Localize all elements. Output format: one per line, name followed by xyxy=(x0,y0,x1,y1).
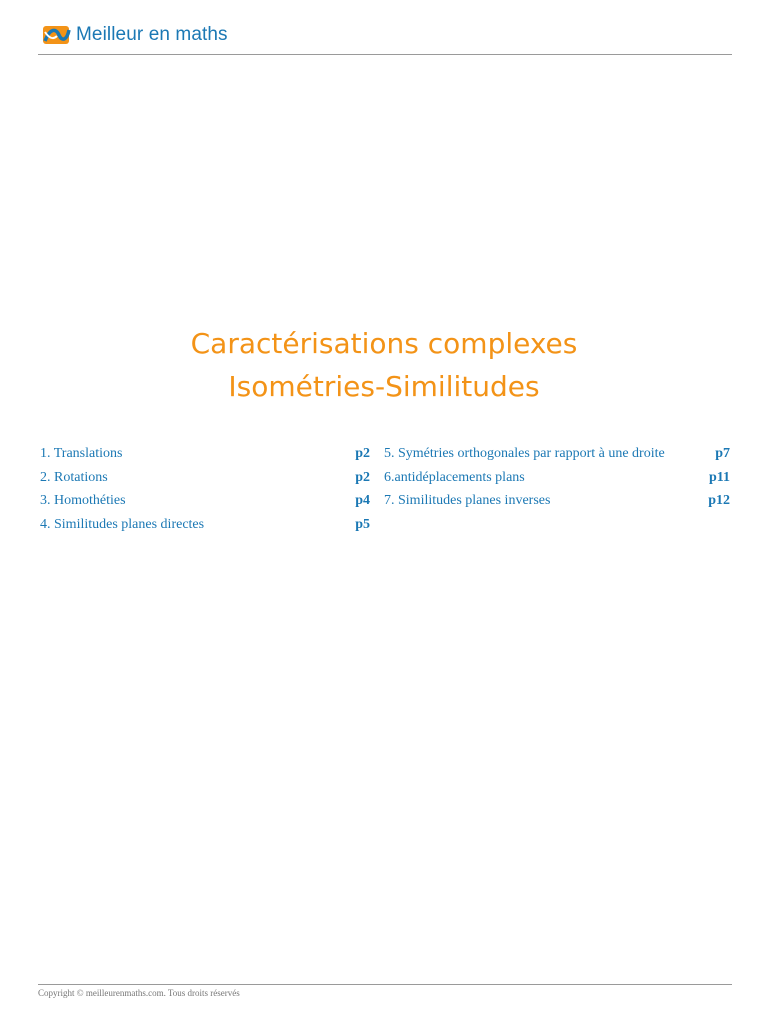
toc-item-label[interactable]: 3. Homothéties xyxy=(40,493,126,508)
title-line-2: Isométries-Similitudes xyxy=(228,370,540,403)
toc-item-label[interactable]: 4. Similitudes planes directes xyxy=(40,516,205,532)
toc-item-page[interactable]: p5 xyxy=(355,516,370,532)
toc-item-page[interactable]: p4 xyxy=(355,493,370,508)
site-logo[interactable] xyxy=(42,24,228,46)
toc-item[interactable] xyxy=(384,444,730,468)
page-footer xyxy=(38,984,732,998)
meilleur-en-maths-logo-icon xyxy=(42,24,72,46)
toc-item-label[interactable]: 7. Similitudes planes inverses xyxy=(384,493,551,508)
logo-text: Meilleur en maths xyxy=(76,24,228,45)
toc-item[interactable] xyxy=(384,491,730,515)
toc-item-page[interactable]: p12 xyxy=(708,493,730,508)
toc-item[interactable] xyxy=(40,468,370,492)
toc-item-page[interactable]: p7 xyxy=(715,446,730,461)
toc-item-label[interactable]: 6.antidéplacements plans xyxy=(384,469,525,485)
title-line-1: Caractérisations complexes xyxy=(190,327,578,360)
copyright-text: Copyright © meilleurenmaths.com. Tous droits réservés xyxy=(38,988,240,998)
toc-left-column xyxy=(40,444,370,538)
document-title xyxy=(0,322,768,408)
toc-item[interactable] xyxy=(40,444,370,468)
toc-item-page[interactable]: p11 xyxy=(708,469,730,485)
toc-item[interactable] xyxy=(40,515,370,539)
page-header xyxy=(38,20,732,55)
toc-item-label[interactable]: 1. Translations xyxy=(40,446,123,461)
toc-right-column xyxy=(384,444,730,515)
toc-item-label[interactable]: 5. Symétries orthogonales par rapport à une droite xyxy=(384,446,665,461)
toc-item[interactable] xyxy=(40,491,370,515)
toc-item[interactable] xyxy=(384,468,730,492)
toc-item-label[interactable]: 2. Rotations xyxy=(40,469,108,485)
toc-item-page[interactable]: p2 xyxy=(355,469,370,485)
toc-item-page[interactable]: p2 xyxy=(355,446,370,461)
